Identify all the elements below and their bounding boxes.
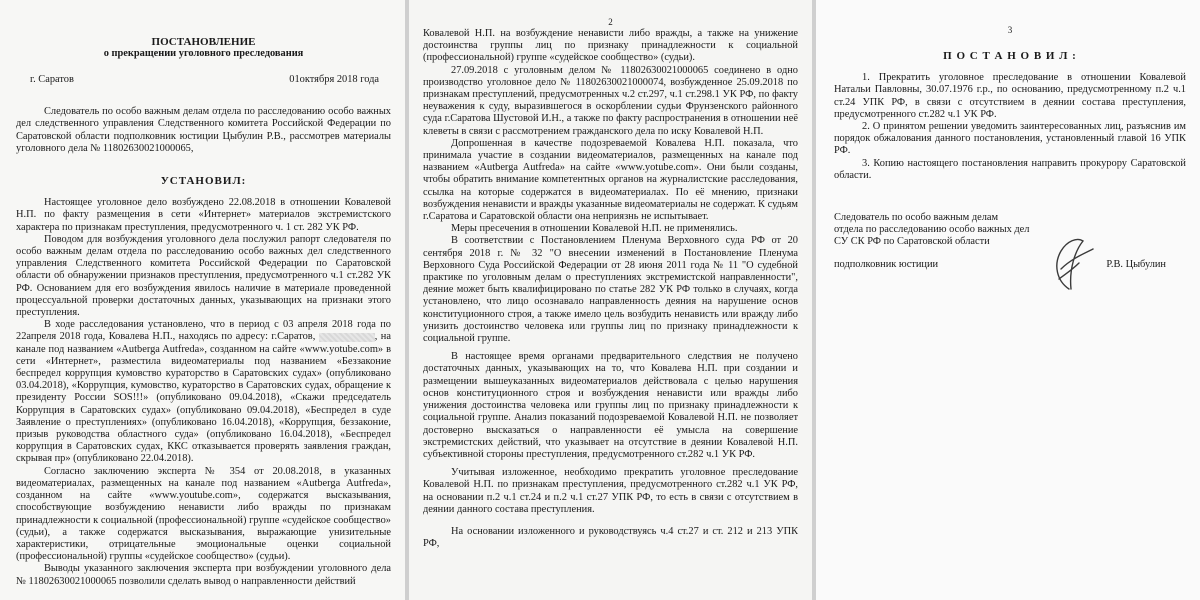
document-date: 01октября 2018 года xyxy=(289,74,379,85)
resolution-item-2: 2. О принятом решении уведомить заинтересованных лиц, разъяснив им порядок обжалования данного постановления, установленный главой 16 УПК РФ. xyxy=(834,121,1186,157)
paragraph-p2-5: В настоящее время органами предварительного следствия не получено достаточных данных, указывающих на то, что Ковалева Н.П. при создании и размещении вышеуказанных видеоматериалов действовала с целью нарушения основ конституционного строя и возбуждения ненависти или вражды либо унижения достоинства человека или группы лиц по признаку принадлежности к социальной группе. Анализ показаний подозреваемой Ковалевой Н.П. не позволяет достоверно высказаться о направленности её умысла на совершение экстремистских действий, что указывает на отсутствие в деянии Ковалевой Н.П. субъективной стороны преступления, предусмотренного ст.282 ч.1 УК РФ. xyxy=(423,351,798,460)
section-heading-resolved: П О С Т А Н О В И Л : xyxy=(943,50,1077,62)
paragraph-p2-4: В соответствии с Постановлением Пленума Верховного суда РФ от 20 сентября 2018 г. № 32 "О внесении изменений в Постановление Пленума Верховного Суда Российской Федерации от 28 июня 2011 года № 11 "О судебной практике по уголовным делам о преступлениях экстремистской направленности", деяние может быть квалифицировано по статье 282 УК РФ только в случаях, когда установлено, что лицо осознавало направленность деяния на нарушение основ конституционного строя, а также имело цель возбудить ненависть или вражду либо унизить достоинство человека или группы лиц по признаку принадлежности к социальной группе. xyxy=(423,235,798,345)
place-date-row xyxy=(16,74,391,86)
page-number: 3 xyxy=(1007,25,1013,35)
paragraph-p2-7: На основании изложенного и руководствуясь ч.4 ст.27 и ст. 212 и 213 УПК РФ, xyxy=(423,525,798,550)
section-heading-established: УСТАНОВИЛ: xyxy=(160,175,247,188)
paragraph-p2-3: Меры пресечения в отношении Ковалевой Н.П. не применялись. xyxy=(451,223,738,235)
redacted-address xyxy=(319,333,375,342)
paragraph-p1-3b: , на канале под названием «Autberga Autfreda», созданном на сайте «www.yotube.com» в сети «Интернет», разместила видеоматериалы под названием «Беззаконие беспредел коррупция кумовство кураторство в Саратовских судах» (опубликовано 03.04.2018), «Коррупция, кумовство, кураторство в Саратовских судах, обращение к президенту России SOS!!!» (опубликовано 09.04.2018), «Скажи председатель Коррупция в Саратовских судах» (опубликовано 09.04.2018), «Беспредел в суде Заявление о преступлениях» (опубликовано 16.04.2018), «Коррупция, беззаконие, призыв руководства областного суда» (опубликовано 16.04.2018), «Беспредел коррупция в Саратовских судах, ККС отказывается проверять заявления граждан, скрывая пр» (опубликовано 22.04.2018). xyxy=(16,331,391,465)
paragraph-p2-0: Ковалевой Н.П. на возбуждение ненависти либо вражды, а также на унижение достоинства группы лиц по признаку принадлежности к социальной (профессиональной) группе «судейское сообщество» (судьи). xyxy=(423,28,798,64)
paragraph-p2-1: 27.09.2018 с уголовным делом № 11802630021000065 соединено в одно производство уголовное дело № 11802630021000074, возбужденное 25.09.2018 по признакам преступлений, предусмотренных ч.2 ст.297, ч.1 ст.298.1 УК РФ, по факту неуважения к суду, выразившегося в оскорблении судьи Фрунзенского районного суда г.Саратова Шустовой И.Н., а также по факту распространения в отношении неё клеветы в связи с рассмотрением гражданского дела по иску Ковалевой Н.П. xyxy=(423,64,798,137)
intro-paragraph: Следователь по особо важным делам отдела по расследованию особо важных дел следственного управления Следственного комитета Российской Федерации по Саратовской области подполковник юстиции Цыбулин Р.В., рассмотрев материалы уголовного дела № 11802630021000065, xyxy=(16,106,391,154)
signatory-rank: подполковник юстиции xyxy=(834,258,939,270)
paragraph-p2-6: Учитывая изложенное, необходимо прекратить уголовное преследование Ковалевой Н.П. по признакам преступления, предусмотренного ст.282 ч.1 УК РФ, на основании п.2 ч.1 ст.24 и п.2 ч.1 ст.27 УПК РФ, то есть в связи с отсутствием в деянии данного состава преступления. xyxy=(423,467,798,515)
signatory-name: Р.В. Цыбулин xyxy=(1106,258,1166,270)
document-title: ПОСТАНОВЛЕНИЕ xyxy=(151,36,256,48)
resolution-item-1: 1. Прекратить уголовное преследование в отношении Ковалевой Натальи Павловны, 30.07.1976 г.р., по основанию, предусмотренному п.2 ч.1 ст.24 УПК РФ, в связи с отсутствием в деянии состава преступления, предусмотренного ст.282 ч.1 УК РФ. xyxy=(834,72,1186,120)
document-subtitle: о прекращении уголовного преследования xyxy=(103,48,304,59)
paragraph-p2-2: Допрошенная в качестве подозреваемой Ковалева Н.П. показала, что принимала участие в создании видеоматериалов, размещенных на канале под названием «Autberga Autfreda» на сайте «www.yotube.com». Они были созданы, чтобы обратить внимание компетентных органов на журналистские расследования, ссылка на которые содержатся в видеоматериалах. По её мнению, признаки возбуждения ненависти и вражды указанные видеоматериалы не содержат. К судьям г.Саратова и Саратовской области она неприязнь не испытывает. xyxy=(423,137,798,223)
signature-row xyxy=(834,259,1186,271)
paragraph-p1-5: Выводы указанного заключения эксперта при возбуждении уголовного дела № 11802630021000065 позволили сделать вывод о направленности действий xyxy=(16,563,391,587)
paragraph-p1-4: Согласно заключению эксперта № 354 от 20.08.2018, в указанных видеоматериалах, размещенных на канале под названием «Autberga Autfreda», созданном на сайте «www.youtube.com», содержатся высказывания, способствующие возбуждению ненависти либо вражды по признакам принадлежности к социальной (профессиональной) группе «судейское сообщество» (судьи), а также содержатся высказывания, выражающие унизительные характеристики, отрицательные эмоциональные оценки социальной (профессиональной) группы «судейское сообщество» (судьи). xyxy=(16,465,391,563)
paragraph-p1-3a: В ходе расследования установлено, что в период с 03 апреля 2018 года по 22апреля 2018 года, Ковалева Н.П., находясь по адресу: г.Саратов, xyxy=(16,319,391,343)
city: г. Саратов xyxy=(30,74,74,85)
signatory-line-1: Следователь по особо важным делам xyxy=(834,212,999,224)
document-page-1 xyxy=(0,0,405,600)
resolution-item-3: 3. Копию настоящего постановления направить прокурору Саратовской области. xyxy=(834,157,1186,181)
paragraph-p1-2: Поводом для возбуждения уголовного дела послужил рапорт следователя по особо важным делам отдела по расследованию особо важных дел следственного управления Следственного комитета Российской Федерации по Саратовской области об обнаружении признаков преступления, предусмотренного ч.1 ст.282 УК РФ. Основанием для его возбуждения явилось наличие в материале проведенной процессуальной проверки достаточных данных, указывающих на признаки этого преступления. xyxy=(16,233,391,319)
page-number: 2 xyxy=(608,17,613,27)
document-page-3 xyxy=(816,0,1200,600)
paragraph-p1-3 xyxy=(16,319,391,465)
paragraph-p1-1: Настоящее уголовное дело возбуждено 22.08.2018 в отношении Ковалевой Н.П. по факту размещения в сети «Интернет» материалов экстремистского характера по признакам преступления, предусмотренного ч. 1 ст. 282 УК РФ. xyxy=(16,197,391,233)
signatory-line-3: СУ СК РФ по Саратовской области xyxy=(834,236,990,248)
handwritten-signature xyxy=(1039,229,1099,299)
document-page-2 xyxy=(409,0,812,600)
signatory-line-2: отдела по расследованию особо важных дел xyxy=(834,224,1030,236)
